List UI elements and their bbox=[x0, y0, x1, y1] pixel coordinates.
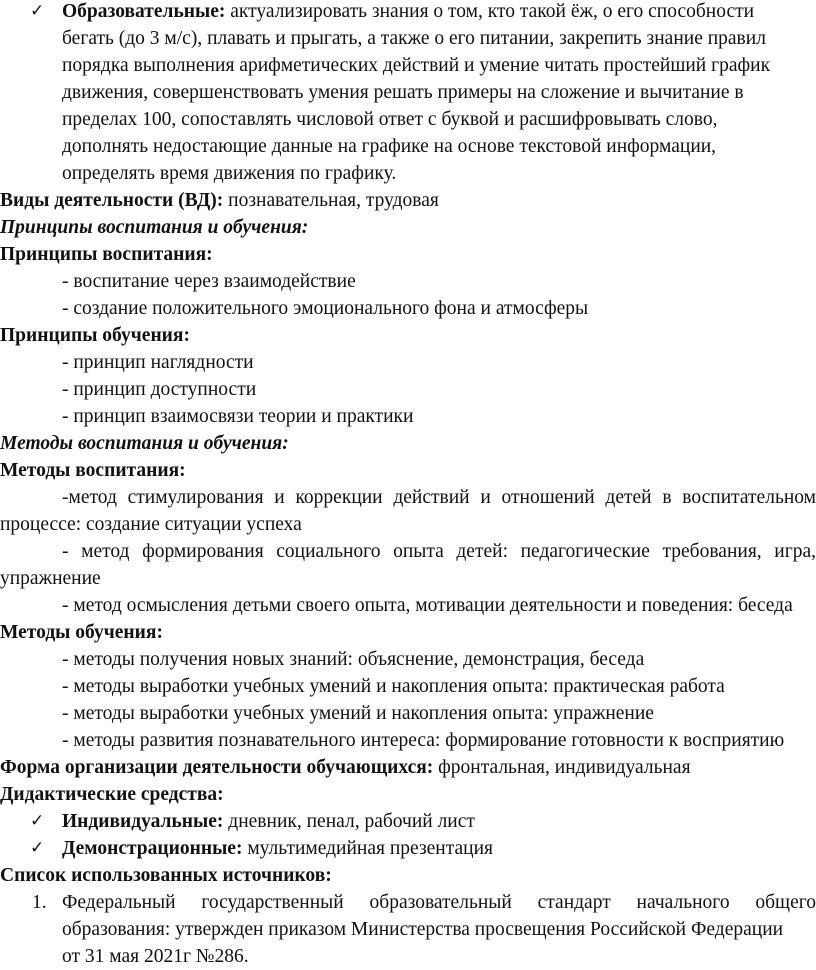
method-item bbox=[0, 484, 816, 538]
goal-line: бегать (до 3 м/с), плавать и прыгать, а также о его питании, закрепить знание правил bbox=[62, 28, 766, 49]
source-line: Федеральный государственный образовательный стандарт начального общего bbox=[62, 892, 816, 913]
source-item bbox=[0, 889, 816, 970]
method-item-rest: процессе: создание ситуации успеха bbox=[0, 514, 302, 535]
organization-row bbox=[0, 754, 816, 781]
method-item bbox=[0, 592, 816, 619]
checkmark-icon: ✓ bbox=[30, 838, 45, 858]
source-line: от 31 мая 2021г №286. bbox=[62, 946, 249, 967]
method-item-rest: упражнение bbox=[0, 568, 101, 589]
organization-label: Форма организации деятельности обучающихся: bbox=[0, 757, 434, 778]
goal-line: дополнять недостающие данные на графике на основе текстовой информации, bbox=[62, 136, 717, 157]
principles-teaching-label: Принципы обучения: bbox=[0, 325, 190, 346]
goal-line: пределах 100, сопоставлять числовой ответ с буквой и расшифровывать слово, bbox=[62, 109, 718, 130]
goal-educational-label: Образовательные: bbox=[62, 1, 226, 22]
method-item bbox=[0, 538, 816, 592]
method-teaching-item: - методы развития познавательного интереса: формирование готовности к восприятию bbox=[62, 730, 785, 751]
source-number: 1. bbox=[32, 892, 47, 913]
source-line: образования: утвержден приказом Министерства просвещения Российской Федерации bbox=[62, 919, 784, 940]
method-teaching-item: - методы выработки учебных умений и накопления опыта: упражнение bbox=[62, 703, 654, 724]
goal-line: определять время движения по графику. bbox=[62, 163, 397, 184]
principle-item: - принцип наглядности bbox=[62, 352, 254, 373]
principle-item: - воспитание через взаимодействие bbox=[62, 271, 356, 292]
didactic-individual-value: дневник, пенал, рабочий лист bbox=[228, 811, 475, 832]
method-item-first: - метод осмысления детьми своего опыта, мотивации деятельности и поведения: беседа bbox=[62, 595, 793, 616]
didactic-demo bbox=[0, 835, 816, 862]
activities-label: Виды деятельности (ВД): bbox=[0, 190, 224, 211]
didactic-label: Дидактические средства: bbox=[0, 784, 224, 805]
checkmark-icon: ✓ bbox=[30, 1, 45, 21]
checkmark-icon: ✓ bbox=[30, 811, 45, 831]
activities-row bbox=[0, 187, 816, 214]
principles-heading: Принципы воспитания и обучения: bbox=[0, 217, 309, 238]
goal-line: актуализировать знания о том, кто такой ёж, о его способности bbox=[230, 1, 755, 22]
didactic-demo-label: Демонстрационные: bbox=[62, 838, 243, 859]
didactic-individual bbox=[0, 808, 816, 835]
goal-line: движения, совершенствовать умения решать примеры на сложение и вычитание в bbox=[62, 82, 744, 103]
activities-value: познавательная, трудовая bbox=[228, 190, 439, 211]
principle-item: - принцип доступности bbox=[62, 379, 257, 400]
method-teaching-item: - методы получения новых знаний: объяснение, демонстрация, беседа bbox=[62, 649, 645, 670]
principles-upbringing-label: Принципы воспитания: bbox=[0, 244, 213, 265]
methods-heading: Методы воспитания и обучения: bbox=[0, 433, 289, 454]
principle-item: - принцип взаимосвязи теории и практики bbox=[62, 406, 414, 427]
method-teaching-item: - методы выработки учебных умений и накопления опыта: практическая работа bbox=[62, 676, 725, 697]
organization-value: фронтальная, индивидуальная bbox=[438, 757, 691, 778]
methods-upbringing-label: Методы воспитания: bbox=[0, 460, 186, 481]
method-item-first: -метод стимулирования и коррекции действий и отношений детей в воспитательном bbox=[62, 487, 816, 508]
goal-educational bbox=[0, 0, 816, 187]
methods-teaching-label: Методы обучения: bbox=[0, 622, 163, 643]
sources-label: Список использованных источников: bbox=[0, 865, 332, 886]
principle-item: - создание положительного эмоционального фона и атмосферы bbox=[62, 298, 589, 319]
didactic-demo-value: мультимедийная презентация bbox=[247, 838, 493, 859]
didactic-individual-label: Индивидуальные: bbox=[62, 811, 224, 832]
method-item-first: - метод формирования социального опыта детей: педагогические требования, игра, bbox=[62, 541, 816, 562]
goal-line: порядка выполнения арифметических действий и умение читать простейший график bbox=[62, 55, 771, 76]
